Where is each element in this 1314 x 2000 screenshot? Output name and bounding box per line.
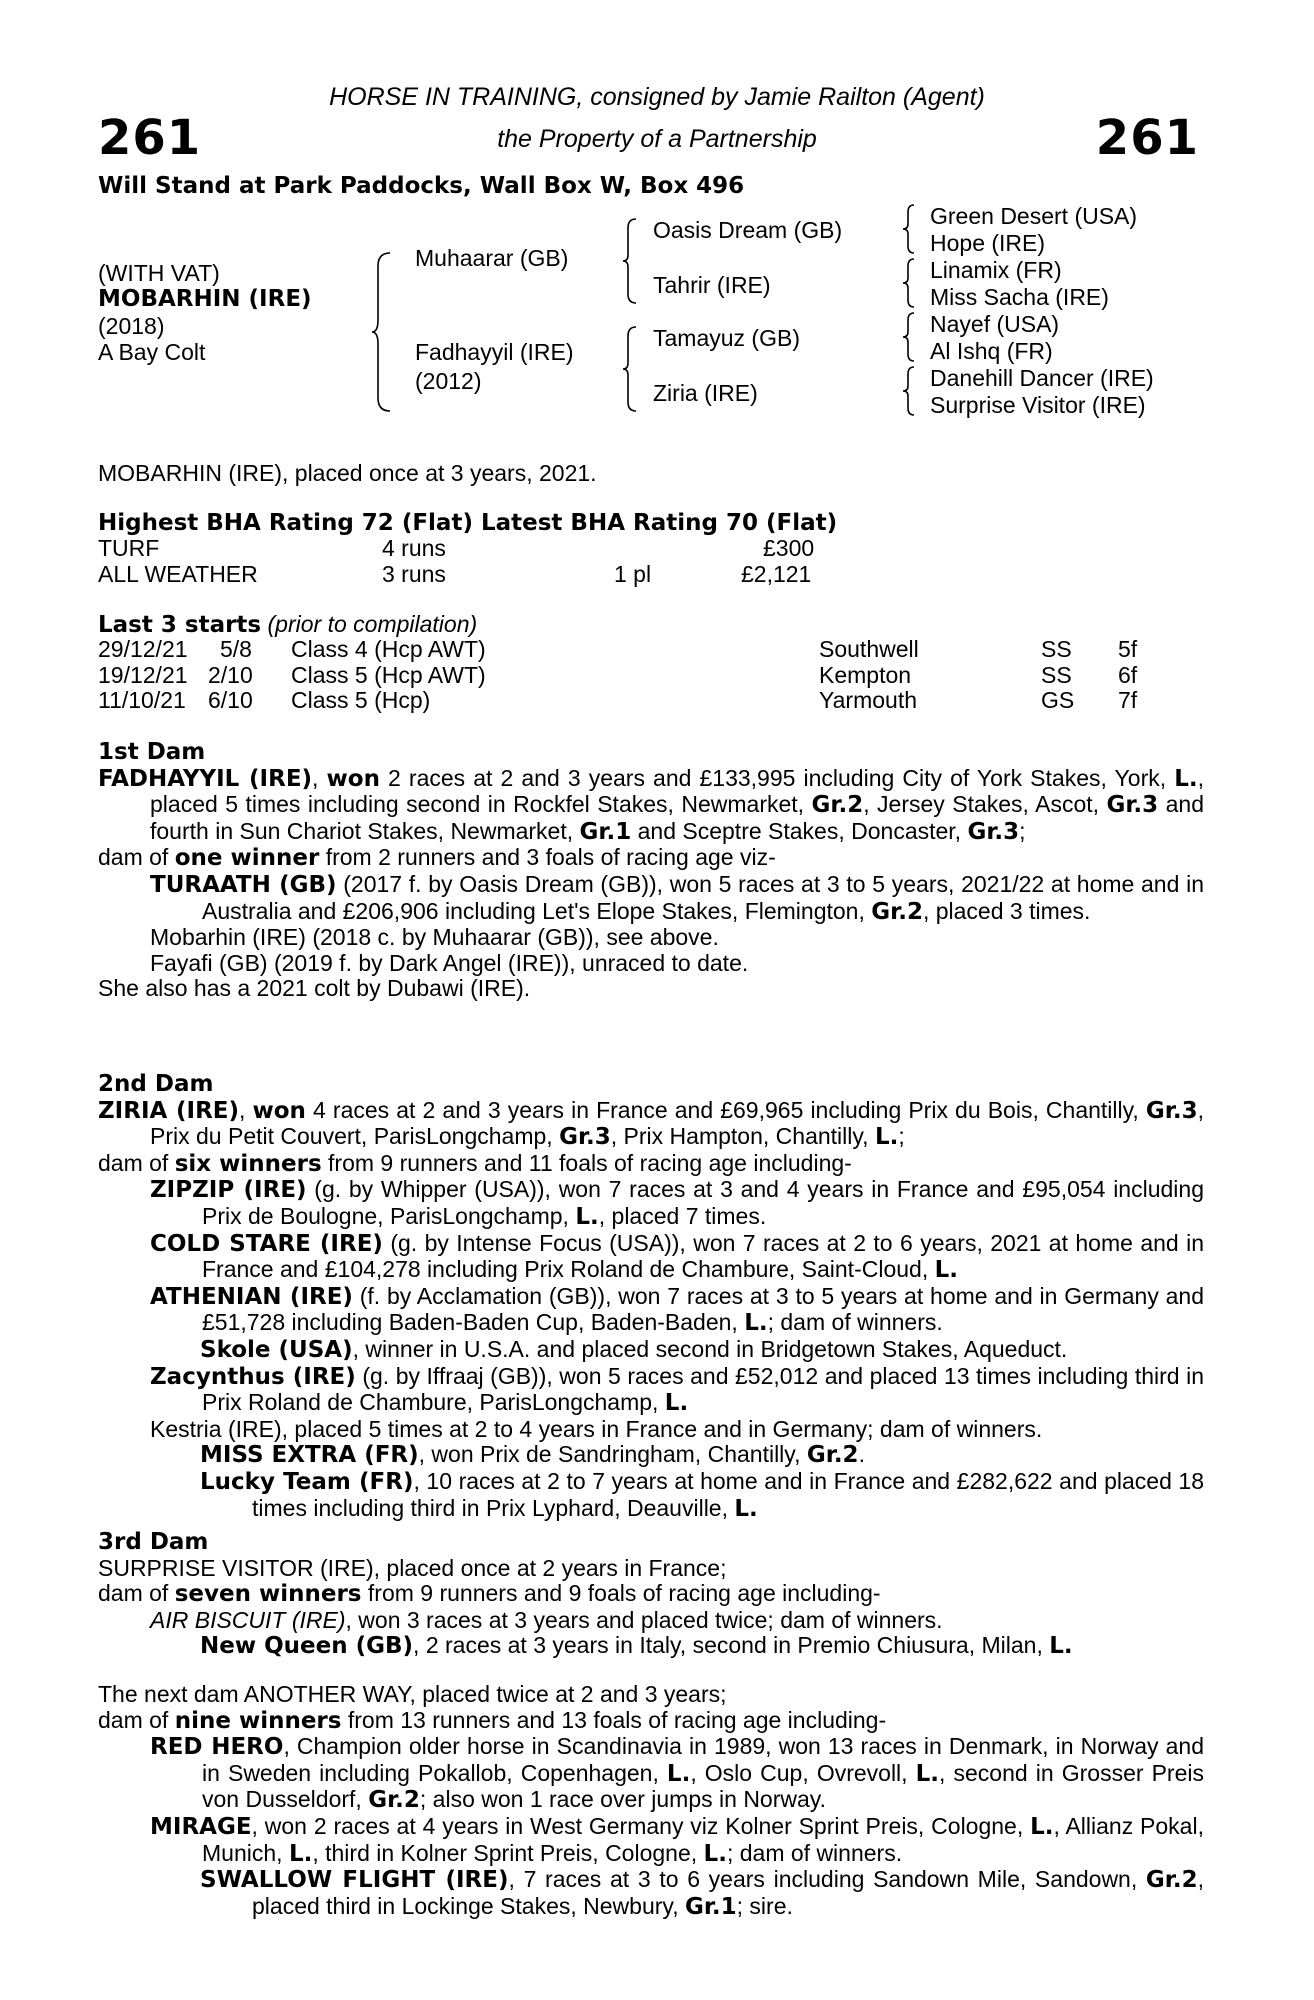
vat-note: (WITH VAT): [98, 260, 220, 286]
text: , Prix Hampton, Chantilly,: [610, 1123, 875, 1150]
text: , winner in U.S.A. and placed second in Bridgetown Stakes, Aqueduct.: [352, 1335, 1068, 1362]
start-row: [98, 688, 1198, 714]
produce-name: MISS EXTRA (FR): [200, 1442, 419, 1469]
text: (f. by Acclamation (GB)), won 7 races at 3 to 5 years at home and in Germany and £51,728 including Baden-Baden Cup, Baden-Baden,: [202, 1282, 1204, 1336]
produce-kestria: Kestria (IRE), placed 5 times at 2 to 4 years in France and in Germany; dam of winners.: [150, 1415, 1043, 1442]
text: , 7 races at 3 to 6 years including Sandown Mile, Sandown,: [508, 1866, 1146, 1893]
produce-name: AIR BISCUIT (IRE): [150, 1606, 346, 1633]
grade: L.: [934, 1257, 959, 1284]
text: ; also won 1 race over jumps in Norway.: [419, 1786, 826, 1813]
grade: L.: [1030, 1813, 1054, 1840]
start-going: SS: [1041, 661, 1072, 688]
start-position: 6/10: [208, 687, 253, 714]
start-race: Class 5 (Hcp AWT): [291, 661, 486, 688]
start-course: Yarmouth: [819, 687, 918, 714]
second-dam-produce-summary: [98, 1151, 1204, 1178]
rating-earnings: £300: [763, 535, 815, 561]
rating-runs: 4 runs: [382, 535, 446, 561]
text: , Champion older horse in Scandinavia in 1989, won 13 races in Denmark, in Norway and in Sweden including Pokallob, Copenhagen,: [202, 1733, 1204, 1786]
winners-count: six winners: [174, 1150, 322, 1177]
grade: Gr.2: [368, 1787, 420, 1814]
grade: Gr.3: [1145, 1097, 1198, 1124]
start-race: Class 4 (Hcp AWT): [291, 636, 486, 662]
next-dam-section: [98, 1682, 1204, 1920]
text: ; dam of winners.: [726, 1839, 903, 1866]
last-starts-note: (prior to compilation): [267, 611, 478, 637]
ratings-row-aw: [98, 562, 1198, 588]
grade: L.: [734, 1495, 758, 1522]
produce-name: Zacynthus (IRE): [150, 1363, 356, 1390]
third-dam-section: [98, 1530, 1204, 1660]
text: from 2 runners and 3 foals of racing age viz-: [319, 844, 776, 871]
text: , placed 5 times including second in Rockfel Stakes, Newmarket,: [150, 764, 1204, 818]
text: , placed 7 times.: [598, 1202, 767, 1229]
produce-name: New Queen (GB): [200, 1633, 414, 1660]
pedigree-sire: Muhaarar (GB): [415, 245, 569, 271]
text: , Jersey Stakes, Ascot,: [863, 791, 1107, 818]
produce-turaath: [98, 872, 1204, 925]
produce-name: SWALLOW FLIGHT (IRE): [200, 1867, 509, 1894]
pedigree-dam-sire: Tamayuz (GB): [653, 325, 800, 351]
winners-count: one winner: [174, 845, 320, 872]
start-row: [98, 663, 1198, 689]
grade: Gr.2: [1145, 1867, 1198, 1894]
next-dam-produce-summary: [98, 1708, 1204, 1735]
text: from 9 runners and 11 foals of racing age including-: [321, 1149, 852, 1176]
third-dam-heading: 3rd Dam: [98, 1529, 209, 1555]
text: , third in Kolner Sprint Preis, Cologne,: [312, 1839, 704, 1866]
grade: L.: [1174, 765, 1198, 792]
text: and Sceptre Stakes, Doncaster,: [631, 817, 968, 844]
second-dam-name: ZIRIA (IRE): [98, 1097, 240, 1124]
pedigree-g3-8: Surprise Visitor (IRE): [930, 392, 1146, 418]
pedigree-g3-5: Nayef (USA): [930, 311, 1060, 337]
text: dam of: [98, 1706, 175, 1733]
rating-runs: 3 runs: [382, 560, 446, 587]
pedigree-brace-sire: [622, 218, 638, 304]
third-dam-record: SURPRISE VISITOR (IRE), placed once at 2 years in France;: [98, 1554, 727, 1581]
first-dam-section: [98, 740, 1204, 1002]
grade: Gr.2: [871, 898, 923, 925]
start-position: 2/10: [208, 661, 253, 688]
text: , won 3 races at 3 years and placed twice; dam of winners.: [345, 1606, 943, 1633]
text: , placed 3 times.: [922, 897, 1091, 924]
text: dam of: [98, 844, 175, 871]
text: from 9 runners and 9 foals of racing age including-: [361, 1580, 881, 1607]
text: dam of: [98, 1149, 175, 1176]
first-dam-heading: 1st Dam: [98, 739, 206, 765]
first-dam-record: FADHAYYIL (IRE), won 2 races at 2 and 3 years and £133,995 including City of York Stakes, York, L., placed 5 times including second in Rockfel Stakes, Newmarket, Gr.2, Jersey Stakes, Ascot, Gr.3 and fourth in Sun Chariot Stakes, Newmarket, Gr.1 and Sceptre Stakes, Doncaster, Gr.3;: [98, 764, 1204, 845]
ratings-row-turf: [98, 536, 1198, 562]
produce-miss-extra: [98, 1442, 1204, 1469]
start-course: Kempton: [819, 661, 912, 688]
pedigree-g3-1: Green Desert (USA): [930, 203, 1138, 229]
won-label: won: [326, 765, 380, 792]
text: ;: [898, 1123, 905, 1150]
text: (g. by Iffraaj (GB)), won 5 races and £52,012 and placed 13 times including third in Prix Roland de Chambure, ParisLongchamp,: [202, 1362, 1204, 1416]
rating-placed: 1 pl: [614, 560, 652, 587]
start-date: 19/12/21: [98, 661, 188, 688]
start-distance: 7f: [1118, 687, 1138, 714]
produce-athenian: [98, 1284, 1204, 1337]
second-dam-section: [98, 1072, 1204, 1522]
pedigree-brace-g3-2: [902, 258, 916, 308]
start-row: [98, 637, 1198, 663]
produce-air-biscuit: [98, 1608, 1204, 1634]
winners-count: seven winners: [174, 1581, 362, 1608]
text: , second in Grosser Preis von Dusseldorf,: [202, 1759, 1204, 1813]
grade: Gr.3: [559, 1124, 611, 1151]
second-dam-heading: 2nd Dam: [98, 1071, 214, 1097]
pedigree-brace-g3-1: [902, 204, 916, 254]
produce-name: Lucky Team (FR): [200, 1468, 414, 1495]
pedigree-sire-dam: Tahrir (IRE): [653, 272, 771, 298]
produce-fayafi: Fayafi (GB) (2019 f. by Dark Angel (IRE)), unraced to date.: [150, 949, 749, 976]
grade: Gr.3: [1106, 792, 1159, 819]
lot-number-left: 261: [98, 110, 202, 166]
last-starts-title: Last 3 starts: [98, 612, 262, 638]
grade: L.: [1049, 1633, 1073, 1660]
grade: Gr.1: [684, 1893, 737, 1920]
produce-skole: [98, 1337, 1204, 1364]
text: , won 2 races at 4 years in West Germany viz Kolner Sprint Preis, Cologne,: [251, 1812, 1031, 1839]
produce-name: ZIPZIP (IRE): [150, 1177, 307, 1204]
grade: L.: [915, 1760, 940, 1787]
rating-earnings: £2,121: [741, 560, 812, 587]
grade: L.: [288, 1840, 313, 1867]
start-going: SS: [1041, 636, 1072, 662]
third-dam-produce-summary: [98, 1581, 1204, 1608]
text: ; sire.: [736, 1892, 793, 1919]
grade: L.: [666, 1760, 691, 1787]
property-line: the Property of a Partnership: [497, 125, 817, 153]
rating-surface: ALL WEATHER: [98, 560, 258, 587]
grade: L.: [744, 1310, 768, 1337]
horse-name: MOBARHIN (IRE): [98, 286, 312, 312]
grade: L.: [575, 1203, 599, 1230]
grade: Gr.2: [806, 1442, 859, 1469]
text: , 10 races at 2 to 7 years at home and in France and £282,622 and placed 18 times including third in Prix Lyphard, Deauville,: [252, 1467, 1204, 1521]
text: 2 races at 2 and 3 years and £133,995 including City of York Stakes, York,: [379, 764, 1175, 791]
text: ;: [1019, 817, 1026, 844]
lot-number-right: 261: [1095, 110, 1199, 166]
produce-name: TURAATH (GB): [150, 871, 337, 898]
last-starts-heading: [98, 612, 477, 639]
pedigree-dam-dam: Ziria (IRE): [653, 380, 758, 406]
pedigree-g3-3: Linamix (FR): [930, 257, 1062, 283]
text: 4 races at 2 and 3 years in France and £69,965 including Prix du Bois, Chantilly,: [305, 1096, 1146, 1123]
start-race: Class 5 (Hcp): [291, 687, 431, 714]
pedigree-g3-6: Al Ishq (FR): [930, 338, 1053, 364]
grade: L.: [874, 1124, 899, 1151]
pedigree-dam: Fadhayyil (IRE): [415, 339, 574, 365]
text: (2017 f. by Oasis Dream (GB)), won 5 races at 3 to 5 years, 2021/22 at home and in Australia and £206,906 including Let's Elope Stakes, Flemington,: [202, 870, 1204, 924]
text: dam of: [98, 1580, 175, 1607]
produce-zacynthus: [98, 1364, 1204, 1417]
pedigree-g3-4: Miss Sacha (IRE): [930, 284, 1109, 310]
pedigree-g3-2: Hope (IRE): [930, 230, 1046, 256]
produce-name: COLD STARE (IRE): [150, 1230, 383, 1257]
text: (g. by Whipper (USA)), won 7 races at 3 and 4 years in France and £95,054 including Prix de Boulogne, ParisLongchamp,: [202, 1176, 1204, 1229]
first-dam-name: FADHAYYIL (IRE): [98, 765, 313, 792]
horse-year: (2018): [98, 313, 165, 339]
second-dam-record: ZIRIA (IRE), won 4 races at 2 and 3 years in France and £69,965 including Prix du Bois, Chantilly, Gr.3, Prix du Petit Couvert, ParisLongchamp, Gr.3, Prix Hampton, Chantilly, L.;: [98, 1096, 1204, 1151]
race-summary: MOBARHIN (IRE), placed once at 3 years, 2021.: [98, 460, 597, 486]
stand-location: Will Stand at Park Paddocks, Wall Box W, Box 496: [98, 173, 745, 199]
text: from 13 runners and 13 foals of racing age including-: [341, 1706, 887, 1733]
text: , placed third in Lockinge Stakes, Newbury,: [252, 1866, 1204, 1919]
grade: Gr.2: [811, 792, 864, 819]
produce-new-queen: [98, 1633, 1204, 1660]
produce-cold-stare: [98, 1231, 1204, 1284]
start-course: Southwell: [819, 636, 919, 662]
produce-mirage: [98, 1814, 1204, 1867]
produce-lucky-team: [98, 1469, 1204, 1522]
start-distance: 5f: [1118, 636, 1138, 662]
start-distance: 6f: [1118, 661, 1138, 688]
start-date: 29/12/21: [98, 636, 188, 662]
pedigree-brace-g3-4: [902, 366, 916, 416]
pedigree-brace-main: [372, 252, 392, 412]
won-label: won: [252, 1097, 306, 1124]
grade: Gr.1: [579, 818, 632, 845]
pedigree-g3-7: Danehill Dancer (IRE): [930, 365, 1154, 391]
rating-surface: TURF: [98, 535, 160, 561]
produce-mobarhin: Mobarhin (IRE) (2018 c. by Muhaarar (GB)), see above.: [150, 924, 719, 951]
text: .: [858, 1441, 865, 1468]
text: , Prix du Petit Couvert, ParisLongchamp,: [150, 1096, 1204, 1150]
consignor-line: HORSE IN TRAINING, consigned by Jamie Railton (Agent): [329, 83, 985, 111]
last-starts-table: [98, 637, 1198, 714]
produce-name: RED HERO: [150, 1734, 284, 1761]
grade: L.: [703, 1840, 727, 1867]
text: , 2 races at 3 years in Italy, second in Premio Chiusura, Milan,: [413, 1632, 1050, 1659]
pedigree-brace-dam: [622, 326, 638, 412]
start-date: 11/10/21: [98, 687, 186, 714]
grade: L.: [664, 1390, 689, 1417]
horse-description: A Bay Colt: [98, 339, 206, 365]
text: , won Prix de Sandringham, Chantilly,: [418, 1441, 807, 1468]
produce-colt: She also has a 2021 colt by Dubawi (IRE).: [98, 975, 531, 1002]
pedigree-brace-g3-3: [902, 312, 916, 362]
first-dam-produce-summary: [98, 845, 1204, 872]
produce-red-hero: [98, 1734, 1204, 1814]
text: (g. by Intense Focus (USA)), won 7 races at 2 to 6 years, 2021 at home and in France and £104,278 including Prix Roland de Chambure, Saint-Cloud,: [202, 1229, 1205, 1283]
winners-count: nine winners: [174, 1707, 342, 1734]
bha-rating-title: Highest BHA Rating 72 (Flat) Latest BHA Rating 70 (Flat): [98, 510, 838, 536]
produce-zipzip: [98, 1177, 1204, 1230]
ratings-table: [98, 536, 1198, 587]
text: , Oslo Cup, Ovrevoll,: [690, 1759, 916, 1786]
text: and fourth in Sun Chariot Stakes, Newmarket,: [150, 791, 1204, 844]
produce-name: Skole (USA): [200, 1336, 353, 1363]
grade: Gr.3: [967, 818, 1020, 845]
next-dam-record: The next dam ANOTHER WAY, placed twice at 2 and 3 years;: [98, 1681, 727, 1707]
start-going: GS: [1041, 687, 1075, 714]
pedigree-dam-year: (2012): [415, 368, 482, 394]
produce-name: MIRAGE: [150, 1813, 252, 1840]
produce-name: ATHENIAN (IRE): [150, 1283, 353, 1310]
text: , Allianz Pokal, Munich,: [202, 1812, 1204, 1866]
produce-swallow-flight: [98, 1867, 1204, 1920]
start-position: 5/8: [220, 636, 252, 662]
pedigree-sire-sire: Oasis Dream (GB): [653, 217, 843, 243]
text: ; dam of winners.: [767, 1309, 943, 1336]
